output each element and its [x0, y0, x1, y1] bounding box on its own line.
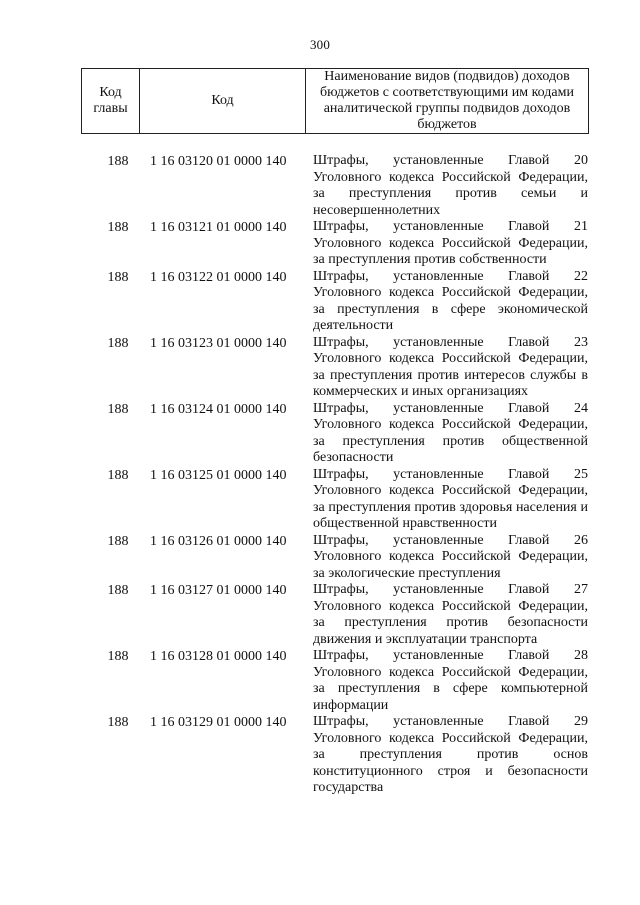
chapter-code-cell: 188 — [107, 649, 129, 664]
table-row — [0, 269, 640, 335]
chapter-code-cell: 188 — [107, 269, 129, 285]
table-row — [0, 582, 640, 648]
revenue-code-cell: 1 16 03125 01 0000 140 — [150, 467, 287, 483]
chapter-code-cell: 188 — [107, 467, 129, 483]
revenue-code-cell: 1 16 03126 01 0000 140 — [150, 533, 287, 549]
revenue-name-cell: Штрафы, установленные Главой 20 Уголовного кодекса Российской Федерации, за преступления против семьи и несовершеннолетних — [313, 153, 588, 218]
revenue-code-cell: 1 16 03124 01 0000 140 — [150, 401, 287, 417]
revenue-code-cell: 1 16 03123 01 0000 140 — [150, 335, 287, 351]
revenue-code-cell: 1 16 03129 01 0000 140 — [150, 715, 287, 730]
revenue-name-cell: Штрафы, установленные Главой 29 Уголовного кодекса Российской Федерации, за преступления против основ конституционного строя и безопасности государства — [313, 714, 588, 795]
table-row — [0, 401, 640, 467]
header-chapter-code: Код главы — [82, 69, 140, 133]
table-row — [0, 219, 640, 269]
revenue-code-cell: 1 16 03121 01 0000 140 — [150, 220, 287, 235]
table-row — [0, 153, 640, 219]
revenue-name-cell: Штрафы, установленные Главой 25 Уголовного кодекса Российской Федерации, за преступления против здоровья населения и общественной нравственности — [313, 466, 588, 531]
table-row — [0, 533, 640, 583]
revenue-code-cell: 1 16 03122 01 0000 140 — [150, 269, 287, 285]
table-row — [0, 714, 640, 797]
revenue-code-cell: 1 16 03128 01 0000 140 — [150, 649, 287, 664]
table-row — [0, 467, 640, 533]
revenue-name-cell: Штрафы, установленные Главой 23 Уголовного кодекса Российской Федерации, за преступления против интересов службы в коммерческих и иных организациях — [313, 334, 588, 399]
chapter-code-cell: 188 — [107, 154, 129, 169]
header-revenue-name: Наименование видов (подвидов) доходов бюджетов с соответствующими им кодами аналитической группы подвидов доходов бюджетов — [320, 69, 574, 132]
revenue-code-cell: 1 16 03120 01 0000 140 — [150, 154, 287, 169]
table-row — [0, 335, 640, 401]
table-row — [0, 648, 640, 714]
chapter-code-cell: 188 — [107, 533, 129, 549]
revenue-name-cell: Штрафы, установленные Главой 21 Уголовного кодекса Российской Федерации, за преступления против собственности — [313, 219, 588, 267]
chapter-code-cell: 188 — [107, 583, 129, 598]
chapter-code-cell: 188 — [107, 220, 129, 235]
header-code: Код — [140, 69, 306, 133]
revenue-code-cell: 1 16 03127 01 0000 140 — [150, 583, 287, 598]
revenue-name-cell: Штрафы, установленные Главой 26 Уголовного кодекса Российской Федерации, за экологические преступления — [313, 532, 588, 581]
chapter-code-cell: 188 — [107, 715, 129, 730]
page-number: 300 — [309, 37, 331, 52]
table-header — [81, 68, 589, 134]
revenue-name-cell: Штрафы, установленные Главой 27 Уголовного кодекса Российской Федерации, за преступления против безопасности движения и эксплуатации транспорта — [313, 582, 588, 647]
table-body — [0, 153, 640, 797]
revenue-name-cell: Штрафы, установленные Главой 28 Уголовного кодекса Российской Федерации, за преступления в сфере компьютерной информации — [313, 648, 588, 713]
chapter-code-cell: 188 — [107, 401, 129, 417]
revenue-name-cell: Штрафы, установленные Главой 22 Уголовного кодекса Российской Федерации, за преступления в сфере экономической деятельности — [313, 268, 588, 333]
revenue-name-cell: Штрафы, установленные Главой 24 Уголовного кодекса Российской Федерации, за преступления против общественной безопасности — [313, 400, 588, 465]
chapter-code-cell: 188 — [107, 335, 129, 351]
